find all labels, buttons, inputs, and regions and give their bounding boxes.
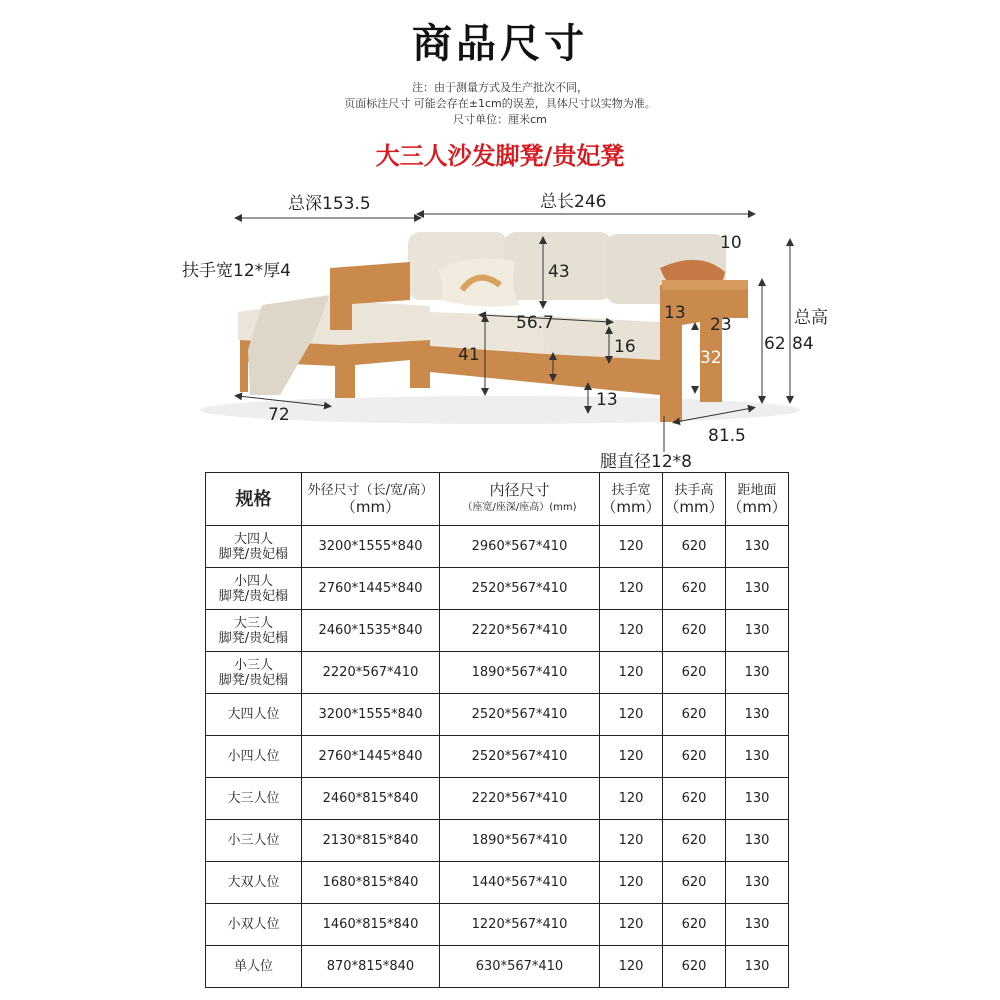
- spec-cell: [206, 904, 302, 946]
- arm-height-cell: 620: [663, 568, 726, 610]
- spec-name-line: 小三人: [233, 657, 273, 673]
- header-arm-height: [663, 473, 726, 526]
- arm-top-label: 10: [720, 233, 742, 253]
- spec-name-line: 单人位: [233, 959, 273, 974]
- inner-size-cell: 1890*567*410: [440, 820, 600, 862]
- throw-pillow: [438, 258, 520, 306]
- seat-depth-label: 56.7: [516, 313, 554, 333]
- spec-name-line: 大四人: [233, 531, 273, 547]
- table-row: [206, 526, 789, 568]
- arm-width-cell: 120: [600, 526, 663, 568]
- header-outer-main: 外径尺寸（长/宽/高）: [307, 483, 434, 498]
- arm-width-cell: 120: [600, 694, 663, 736]
- ground-clearance-cell: 130: [726, 904, 789, 946]
- arm-height-label: 62: [764, 334, 786, 354]
- measurement-notes: [0, 80, 1000, 128]
- inner-size-cell: 2520*567*410: [440, 694, 600, 736]
- leg-height-label: 13: [596, 390, 618, 410]
- table-row: [206, 652, 789, 694]
- table-row: [206, 862, 789, 904]
- right-armrest-top: [662, 280, 748, 290]
- ground-clearance-cell: 130: [726, 778, 789, 820]
- inner-size-cell: 2960*567*410: [440, 526, 600, 568]
- arm-width-cell: 120: [600, 904, 663, 946]
- total-depth-label: 总深153.5: [288, 194, 371, 214]
- leg-diameter-label: 腿直径12*8: [600, 452, 692, 470]
- header-arm-height-label: 扶手高: [674, 483, 714, 498]
- arm-height-cell: 620: [663, 820, 726, 862]
- arm-13-label: 13: [664, 303, 686, 323]
- spec-cell: [206, 694, 302, 736]
- ground-clearance-cell: 130: [726, 610, 789, 652]
- ground-clearance-cell: 130: [726, 736, 789, 778]
- inner-size-cell: 2220*567*410: [440, 778, 600, 820]
- arm-23-label: 23: [710, 315, 732, 335]
- header-ground-unit: （mm）: [727, 498, 787, 516]
- inner-size-cell: 1220*567*410: [440, 904, 600, 946]
- header-inner-sub: （座宽/座深/座高）(mm): [462, 502, 577, 513]
- table-row: [206, 568, 789, 610]
- header-arm-height-unit: （mm）: [664, 498, 724, 516]
- sofa-illustration: [238, 232, 748, 422]
- seat-cushion-right: [540, 316, 660, 360]
- outer-size-cell: 2760*1445*840: [302, 568, 440, 610]
- arm-width-cell: 120: [600, 862, 663, 904]
- spec-cell: [206, 946, 302, 988]
- total-height-title: 总高: [794, 308, 828, 328]
- ground-clearance-cell: 130: [726, 862, 789, 904]
- header-spec: 规格: [206, 473, 302, 526]
- arm-height-cell: 620: [663, 862, 726, 904]
- seat-height-label: 41: [458, 345, 480, 365]
- spec-cell: [206, 862, 302, 904]
- spec-cell: [206, 610, 302, 652]
- header-inner-main: 内径尺寸: [489, 481, 550, 499]
- armrest-label: 扶手宽12*厚4: [182, 261, 291, 281]
- total-height-label: 84: [792, 334, 814, 354]
- table-header-row: [206, 473, 789, 526]
- header-outer-unit: （mm）: [340, 498, 401, 516]
- spec-cell: [206, 568, 302, 610]
- spec-name-line: 大双人位: [227, 875, 280, 890]
- inner-size-cell: 2520*567*410: [440, 568, 600, 610]
- inner-size-cell: 2220*567*410: [440, 610, 600, 652]
- header-outer: [302, 473, 440, 526]
- spec-name-line: 脚凳/贵妃榻: [218, 546, 289, 562]
- ground-clearance-cell: 130: [726, 526, 789, 568]
- outer-size-cell: 3200*1555*840: [302, 526, 440, 568]
- spec-cell: [206, 652, 302, 694]
- header-arm-width: [600, 473, 663, 526]
- arm-width-cell: 120: [600, 568, 663, 610]
- arm-width-cell: 120: [600, 820, 663, 862]
- product-subtitle: 大三人沙发脚凳/贵妃凳: [375, 142, 625, 170]
- arm-width-cell: 120: [600, 610, 663, 652]
- arm-height-cell: 620: [663, 694, 726, 736]
- arm-height-cell: 620: [663, 526, 726, 568]
- outer-size-cell: 1460*815*840: [302, 904, 440, 946]
- outer-size-cell: 2460*1535*840: [302, 610, 440, 652]
- note-line: 尺寸单位：厘米cm: [453, 113, 547, 126]
- spec-name-line: 小三人位: [227, 833, 280, 848]
- ground-clearance-cell: 130: [726, 694, 789, 736]
- outer-size-cell: 1680*815*840: [302, 862, 440, 904]
- spec-name-line: 小四人位: [227, 749, 280, 764]
- arm-width-cell: 120: [600, 946, 663, 988]
- spec-name-line: 脚凳/贵妃榻: [218, 672, 289, 688]
- arm-height-cell: 620: [663, 904, 726, 946]
- table-body: [206, 526, 789, 988]
- note-line: 页面标注尺寸 可能会存在±1cm的误差，具体尺寸以实物为准。: [344, 97, 656, 110]
- table-row: [206, 946, 789, 988]
- spec-table: [205, 472, 789, 988]
- table-row: [206, 904, 789, 946]
- spec-name-line: 大三人位: [227, 791, 280, 806]
- header-ground: [726, 473, 789, 526]
- arm-width-cell: 120: [600, 652, 663, 694]
- cushion-16-label: 16: [614, 337, 636, 357]
- spec-cell: [206, 736, 302, 778]
- outer-size-cell: 2460*815*840: [302, 778, 440, 820]
- header-arm-width-label: 扶手宽: [611, 483, 651, 498]
- spec-name-line: 大四人位: [227, 707, 280, 722]
- ground-clearance-cell: 130: [726, 820, 789, 862]
- spec-name-line: 脚凳/贵妃榻: [218, 630, 289, 646]
- spec-name-line: 小双人位: [227, 917, 280, 932]
- table-row: [206, 778, 789, 820]
- sofa-dimension-diagram: [0, 180, 1000, 470]
- header-ground-label: 距地面: [737, 483, 777, 498]
- inner-size-cell: 1890*567*410: [440, 652, 600, 694]
- note-line: 注：由于测量方式及生产批次不同，: [412, 81, 588, 94]
- outer-size-cell: 2130*815*840: [302, 820, 440, 862]
- outer-size-cell: 870*815*840: [302, 946, 440, 988]
- outer-size-cell: 2760*1445*840: [302, 736, 440, 778]
- page-title: 商品尺寸: [412, 21, 588, 67]
- side-depth-label: 81.5: [708, 426, 746, 446]
- header-inner: [440, 473, 600, 526]
- table-row: [206, 694, 789, 736]
- table-row: [206, 610, 789, 652]
- inner-size-cell: 630*567*410: [440, 946, 600, 988]
- arm-height-cell: 620: [663, 610, 726, 652]
- ottoman-width-label: 72: [268, 405, 290, 425]
- total-length-label: 总长246: [540, 192, 607, 212]
- arm-height-cell: 620: [663, 736, 726, 778]
- arm-height-cell: 620: [663, 946, 726, 988]
- arm-width-cell: 120: [600, 778, 663, 820]
- spec-cell: [206, 526, 302, 568]
- spec-name-line: 脚凳/贵妃榻: [218, 588, 289, 604]
- spec-name-line: 小四人: [233, 573, 273, 589]
- ground-clearance-cell: 130: [726, 652, 789, 694]
- header-arm-width-unit: （mm）: [601, 498, 661, 516]
- outer-size-cell: 2220*567*410: [302, 652, 440, 694]
- ground-clearance-cell: 130: [726, 568, 789, 610]
- ground-clearance-cell: 130: [726, 946, 789, 988]
- spec-cell: [206, 820, 302, 862]
- arm-width-cell: 120: [600, 736, 663, 778]
- table-row: [206, 736, 789, 778]
- spec-name-line: 大三人: [233, 615, 273, 631]
- inner-size-cell: 2520*567*410: [440, 736, 600, 778]
- outer-size-cell: 3200*1555*840: [302, 694, 440, 736]
- inner-size-cell: 1440*567*410: [440, 862, 600, 904]
- back-cushion-label: 43: [548, 262, 570, 282]
- table-row: [206, 820, 789, 862]
- arm-height-cell: 620: [663, 778, 726, 820]
- arm-height-cell: 620: [663, 652, 726, 694]
- spec-cell: [206, 778, 302, 820]
- arm-32-label: 32: [700, 348, 722, 368]
